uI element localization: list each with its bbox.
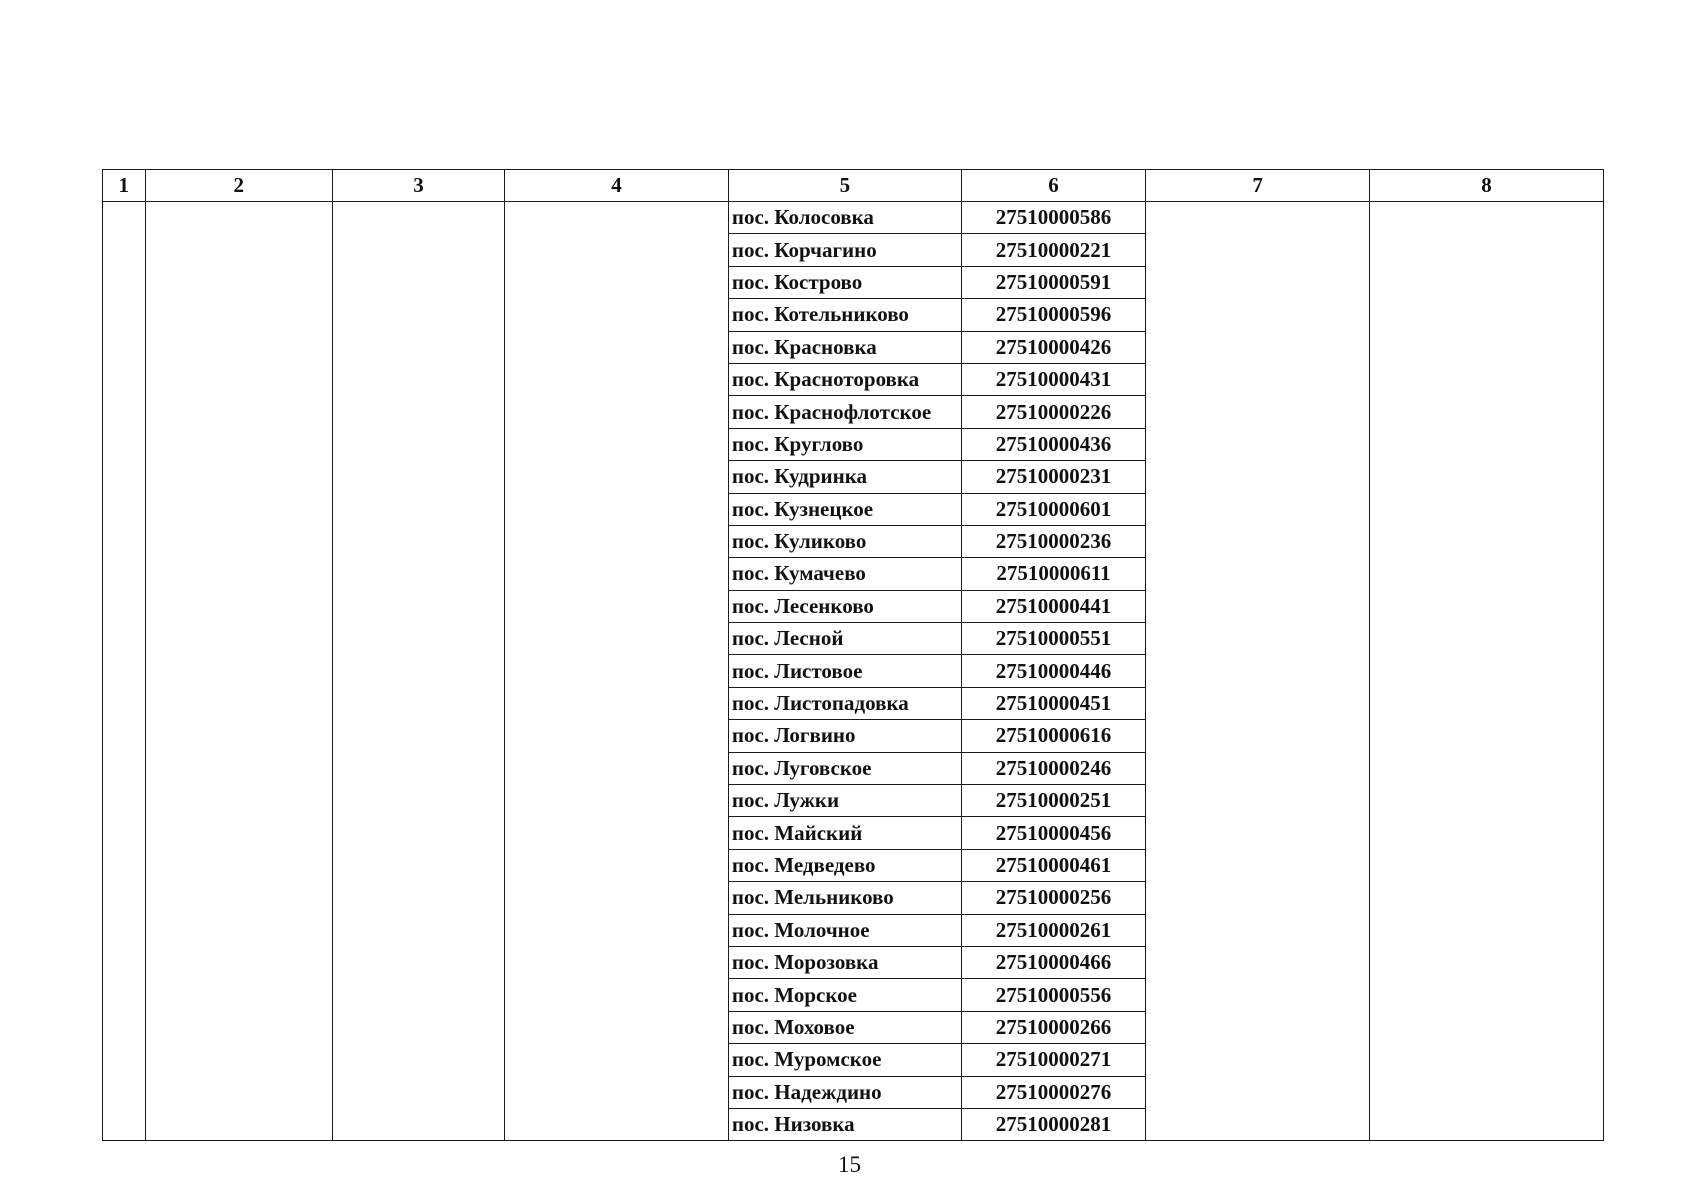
settlement-name-cell: пос. Листопадовка [728,687,961,719]
settlement-name-cell: пос. Майский [728,817,961,849]
col-2-cell [145,202,332,1141]
column-header-1: 1 [103,170,146,202]
settlement-name-cell: пос. Колосовка [728,202,961,234]
settlement-name-cell: пос. Котельниково [728,299,961,331]
settlements-table [102,169,1604,1141]
settlement-name-cell: пос. Кумачево [728,558,961,590]
settlement-name-cell: пос. Лужки [728,785,961,817]
column-header-3: 3 [332,170,504,202]
oktmo-code-cell: 27510000221 [961,234,1145,266]
oktmo-code-cell: 27510000426 [961,331,1145,363]
oktmo-code-cell: 27510000236 [961,525,1145,557]
settlement-name-cell: пос. Кузнецкое [728,493,961,525]
column-header-6: 6 [961,170,1145,202]
oktmo-code-cell: 27510000591 [961,266,1145,298]
settlement-name-cell: пос. Луговское [728,752,961,784]
oktmo-code-cell: 27510000466 [961,946,1145,978]
oktmo-code-cell: 27510000611 [961,558,1145,590]
col-4-cell [505,202,729,1141]
settlement-name-cell: пос. Краснофлотское [728,396,961,428]
oktmo-code-cell: 27510000556 [961,979,1145,1011]
oktmo-code-cell: 27510000251 [961,785,1145,817]
oktmo-code-cell: 27510000256 [961,882,1145,914]
oktmo-code-cell: 27510000586 [961,202,1145,234]
oktmo-code-cell: 27510000441 [961,590,1145,622]
settlement-name-cell: пос. Моховое [728,1011,961,1043]
oktmo-code-cell: 27510000596 [961,299,1145,331]
oktmo-code-cell: 27510000266 [961,1011,1145,1043]
settlement-name-cell: пос. Морозовка [728,946,961,978]
settlement-name-cell: пос. Красноторовка [728,363,961,395]
settlement-name-cell: пос. Низовка [728,1108,961,1140]
oktmo-code-cell: 27510000431 [961,363,1145,395]
column-header-4: 4 [505,170,729,202]
header-row [103,170,1604,202]
col-8-cell [1369,202,1603,1141]
settlement-name-cell: пос. Круглово [728,428,961,460]
settlement-name-cell: пос. Лесной [728,623,961,655]
page-number: 15 [838,1152,861,1177]
oktmo-code-cell: 27510000551 [961,623,1145,655]
table-body [103,202,1604,1141]
settlement-name-cell: пос. Красновка [728,331,961,363]
settlement-name-cell: пос. Корчагино [728,234,961,266]
settlement-name-cell: пос. Куликово [728,525,961,557]
oktmo-code-cell: 27510000616 [961,720,1145,752]
settlement-name-cell: пос. Медведево [728,849,961,881]
oktmo-code-cell: 27510000231 [961,461,1145,493]
col-1-cell [103,202,146,1141]
oktmo-code-cell: 27510000446 [961,655,1145,687]
settlement-name-cell: пос. Мельниково [728,882,961,914]
settlement-name-cell: пос. Муромское [728,1044,961,1076]
column-header-7: 7 [1146,170,1370,202]
table-row [103,202,1604,234]
settlement-name-cell: пос. Логвино [728,720,961,752]
oktmo-code-cell: 27510000271 [961,1044,1145,1076]
oktmo-code-cell: 27510000246 [961,752,1145,784]
col-7-cell [1146,202,1370,1141]
oktmo-code-cell: 27510000261 [961,914,1145,946]
col-3-cell [332,202,504,1141]
settlement-name-cell: пос. Лесенково [728,590,961,622]
column-header-5: 5 [728,170,961,202]
oktmo-code-cell: 27510000461 [961,849,1145,881]
oktmo-code-cell: 27510000451 [961,687,1145,719]
oktmo-code-cell: 27510000601 [961,493,1145,525]
settlement-name-cell: пос. Надеждино [728,1076,961,1108]
settlement-name-cell: пос. Кудринка [728,461,961,493]
settlement-name-cell: пос. Молочное [728,914,961,946]
oktmo-code-cell: 27510000281 [961,1108,1145,1140]
oktmo-code-cell: 27510000456 [961,817,1145,849]
settlement-name-cell: пос. Листовое [728,655,961,687]
table-header [103,170,1604,202]
oktmo-code-cell: 27510000226 [961,396,1145,428]
column-header-2: 2 [145,170,332,202]
oktmo-code-cell: 27510000436 [961,428,1145,460]
settlement-name-cell: пос. Морское [728,979,961,1011]
settlement-name-cell: пос. Кострово [728,266,961,298]
column-header-8: 8 [1369,170,1603,202]
oktmo-code-cell: 27510000276 [961,1076,1145,1108]
